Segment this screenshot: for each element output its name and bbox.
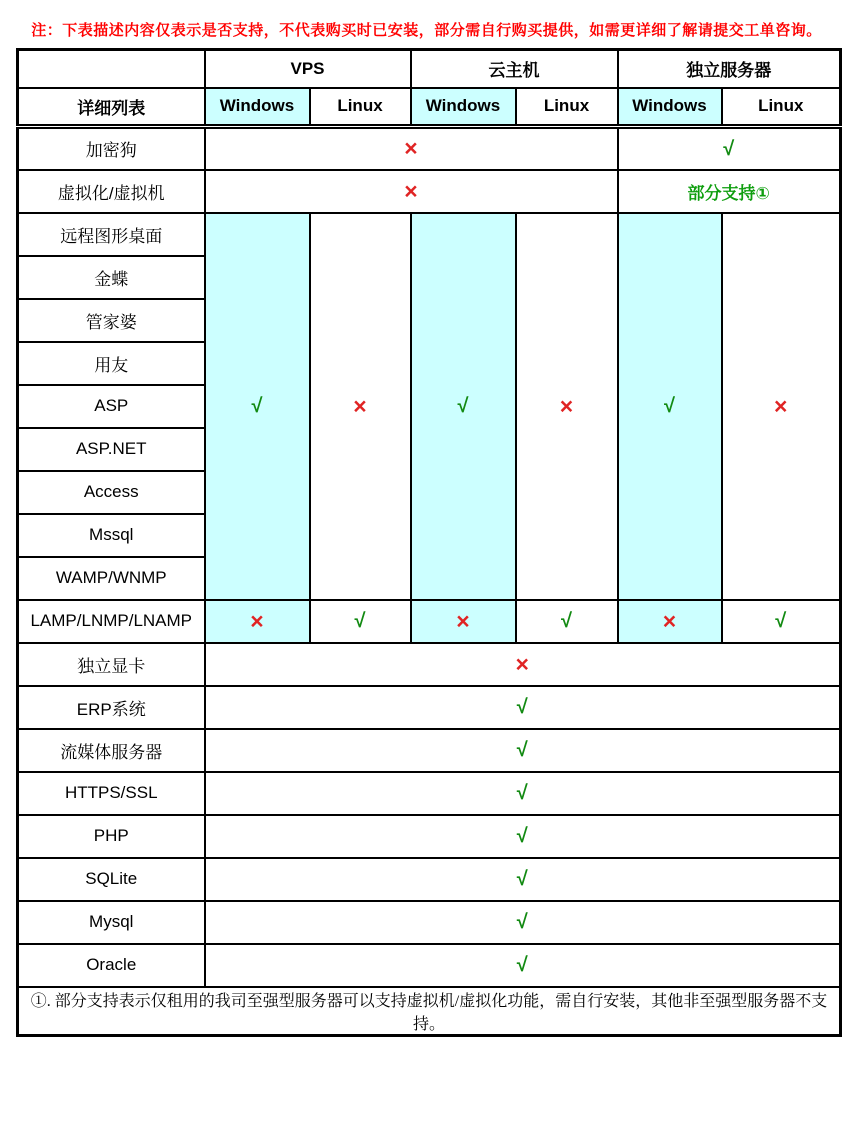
table-row-lamp bbox=[18, 600, 841, 643]
support-mark-supported: √ bbox=[310, 600, 411, 643]
support-mark-supported: √ bbox=[205, 772, 841, 815]
feature-label: ASP bbox=[18, 385, 205, 428]
table-row-mysql bbox=[18, 901, 841, 944]
table-row-https-ssl bbox=[18, 772, 841, 815]
support-mark-unsupported: × bbox=[205, 643, 841, 686]
feature-label: Mysql bbox=[18, 901, 205, 944]
support-mark-unsupported: × bbox=[205, 127, 618, 170]
partial-support-note: 部分支持① bbox=[618, 170, 841, 213]
group-header-vps: VPS bbox=[205, 50, 411, 88]
support-mark-unsupported: × bbox=[205, 170, 618, 213]
feature-label: ERP系统 bbox=[18, 686, 205, 729]
os-header-windows-dedicated: Windows bbox=[618, 88, 722, 127]
support-mark-supported: √ bbox=[205, 901, 841, 944]
support-mark-unsupported: × bbox=[411, 600, 516, 643]
group-header-dedicated-server: 独立服务器 bbox=[618, 50, 841, 88]
table-row-oracle bbox=[18, 944, 841, 987]
support-mark-supported: √ bbox=[205, 858, 841, 901]
feature-label: Oracle bbox=[18, 944, 205, 987]
feature-label: SQLite bbox=[18, 858, 205, 901]
feature-label: WAMP/WNMP bbox=[18, 557, 205, 600]
feature-label: ASP.NET bbox=[18, 428, 205, 471]
support-mark-supported: √ bbox=[618, 213, 722, 600]
support-mark-supported: √ bbox=[205, 686, 841, 729]
feature-label: 虚拟化/虚拟机 bbox=[18, 170, 205, 213]
support-mark-unsupported: × bbox=[516, 213, 618, 600]
feature-label: Mssql bbox=[18, 514, 205, 557]
support-mark-supported: √ bbox=[205, 944, 841, 987]
feature-label: 金蝶 bbox=[18, 256, 205, 299]
support-mark-supported: √ bbox=[516, 600, 618, 643]
feature-label: HTTPS/SSL bbox=[18, 772, 205, 815]
footnote-text: ①. 部分支持表示仅租用的我司至强型服务器可以支持虚拟机/虚拟化功能，需自行安装，其他非至强型服务器不支持。 bbox=[18, 987, 841, 1036]
table-row-php bbox=[18, 815, 841, 858]
corner-empty-cell bbox=[18, 50, 205, 88]
support-mark-unsupported: × bbox=[310, 213, 411, 600]
feature-label: PHP bbox=[18, 815, 205, 858]
table-row-remote-desktop bbox=[18, 213, 841, 256]
support-mark-supported: √ bbox=[205, 815, 841, 858]
os-header-linux-vps: Linux bbox=[310, 88, 411, 127]
support-mark-supported: √ bbox=[205, 729, 841, 772]
support-table bbox=[16, 48, 842, 1037]
footnote-row bbox=[18, 987, 841, 1036]
feature-label: 远程图形桌面 bbox=[18, 213, 205, 256]
table-row-sqlite bbox=[18, 858, 841, 901]
feature-label: 用友 bbox=[18, 342, 205, 385]
feature-label: LAMP/LNMP/LNAMP bbox=[18, 600, 205, 643]
feature-label: Access bbox=[18, 471, 205, 514]
support-mark-unsupported: × bbox=[722, 213, 841, 600]
feature-label: 管家婆 bbox=[18, 299, 205, 342]
os-header-windows-vps: Windows bbox=[205, 88, 310, 127]
support-mark-unsupported: × bbox=[618, 600, 722, 643]
table-row-erp bbox=[18, 686, 841, 729]
feature-label: 加密狗 bbox=[18, 127, 205, 170]
os-header-linux-cloud: Linux bbox=[516, 88, 618, 127]
support-mark-supported: √ bbox=[618, 127, 841, 170]
group-header-cloud-host: 云主机 bbox=[411, 50, 618, 88]
support-mark-supported: √ bbox=[722, 600, 841, 643]
table-row-gpu bbox=[18, 643, 841, 686]
corner-label: 详细列表 bbox=[18, 88, 205, 127]
os-header-row bbox=[18, 88, 841, 127]
os-header-windows-cloud: Windows bbox=[411, 88, 516, 127]
table-row-dongle bbox=[18, 127, 841, 170]
support-mark-supported: √ bbox=[411, 213, 516, 600]
table-row-virtualization bbox=[18, 170, 841, 213]
os-header-linux-dedicated: Linux bbox=[722, 88, 841, 127]
support-mark-unsupported: × bbox=[205, 600, 310, 643]
note-text: 注：下表描述内容仅表示是否支持，不代表购买时已安装，部分需自行购买提供，如需更详细了解请提交工单咨询。 bbox=[31, 22, 822, 39]
group-header-row bbox=[18, 50, 841, 88]
support-mark-supported: √ bbox=[205, 213, 310, 600]
table-row-streaming bbox=[18, 729, 841, 772]
feature-label: 独立显卡 bbox=[18, 643, 205, 686]
feature-label: 流媒体服务器 bbox=[18, 729, 205, 772]
